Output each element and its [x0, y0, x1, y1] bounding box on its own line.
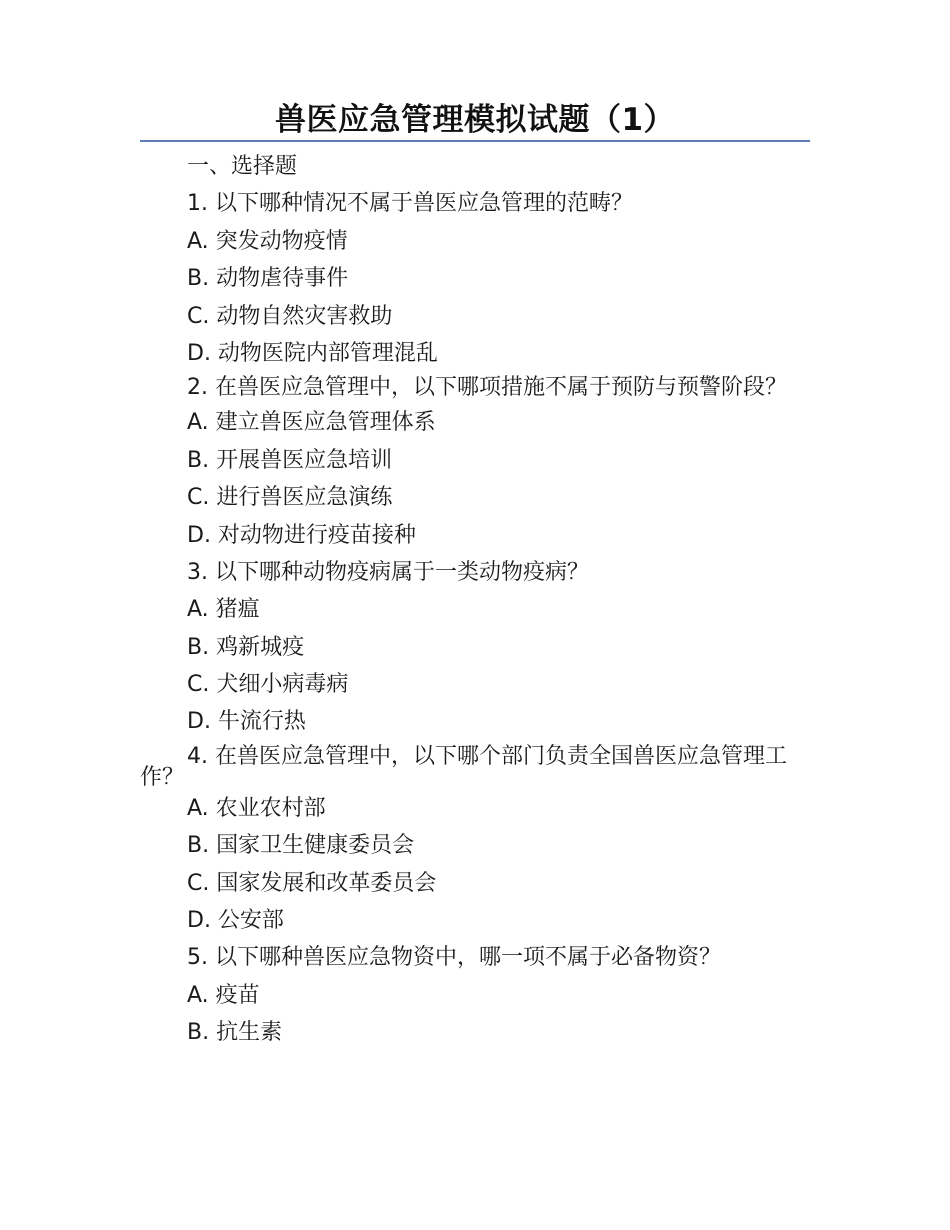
option-5b: B. 抗生素	[187, 1020, 283, 1046]
option-3a: A. 猪瘟	[187, 597, 260, 623]
option-4a: A. 农业农村部	[187, 795, 326, 821]
question-4: 4. 在兽医应急管理中，以下哪个部门负责全国兽医应急管理工作？	[140, 743, 787, 790]
question-2: 2. 在兽医应急管理中，以下哪项措施不属于预防与预警阶段？	[187, 375, 787, 401]
option-2d: D. 对动物进行疫苗接种	[187, 522, 416, 548]
option-2b: B. 开展兽医应急培训	[187, 447, 393, 473]
title-underline	[140, 140, 810, 142]
option-1d: D. 动物医院内部管理混乱	[187, 340, 438, 366]
question-5: 5. 以下哪种兽医应急物资中，哪一项不属于必备物资？	[187, 945, 721, 971]
option-4d: D. 公安部	[187, 908, 284, 934]
option-1a: A. 突发动物疫情	[187, 228, 348, 254]
option-4c: C. 国家发展和改革委员会	[187, 870, 437, 896]
option-3b: B. 鸡新城疫	[187, 634, 305, 660]
option-2c: C. 进行兽医应急演练	[187, 485, 393, 511]
document-page	[140, 100, 810, 1052]
question-3: 3. 以下哪种动物疫病属于一类动物疫病？	[187, 559, 589, 585]
option-5a: A. 疫苗	[187, 982, 260, 1008]
document-title: 兽医应急管理模拟试题（1）	[274, 102, 676, 138]
option-3d: D. 牛流行热	[187, 709, 306, 735]
question-list	[140, 148, 810, 1052]
option-1c: C. 动物自然灾害救助	[187, 303, 393, 329]
option-2a: A. 建立兽医应急管理体系	[187, 410, 436, 436]
question-1: 1. 以下哪种情况不属于兽医应急管理的范畴？	[187, 191, 633, 217]
option-4b: B. 国家卫生健康委员会	[187, 833, 415, 859]
section-heading: 一、选择题	[187, 154, 298, 179]
option-1b: B. 动物虐待事件	[187, 266, 349, 292]
option-3c: C. 犬细小病毒病	[187, 672, 349, 698]
